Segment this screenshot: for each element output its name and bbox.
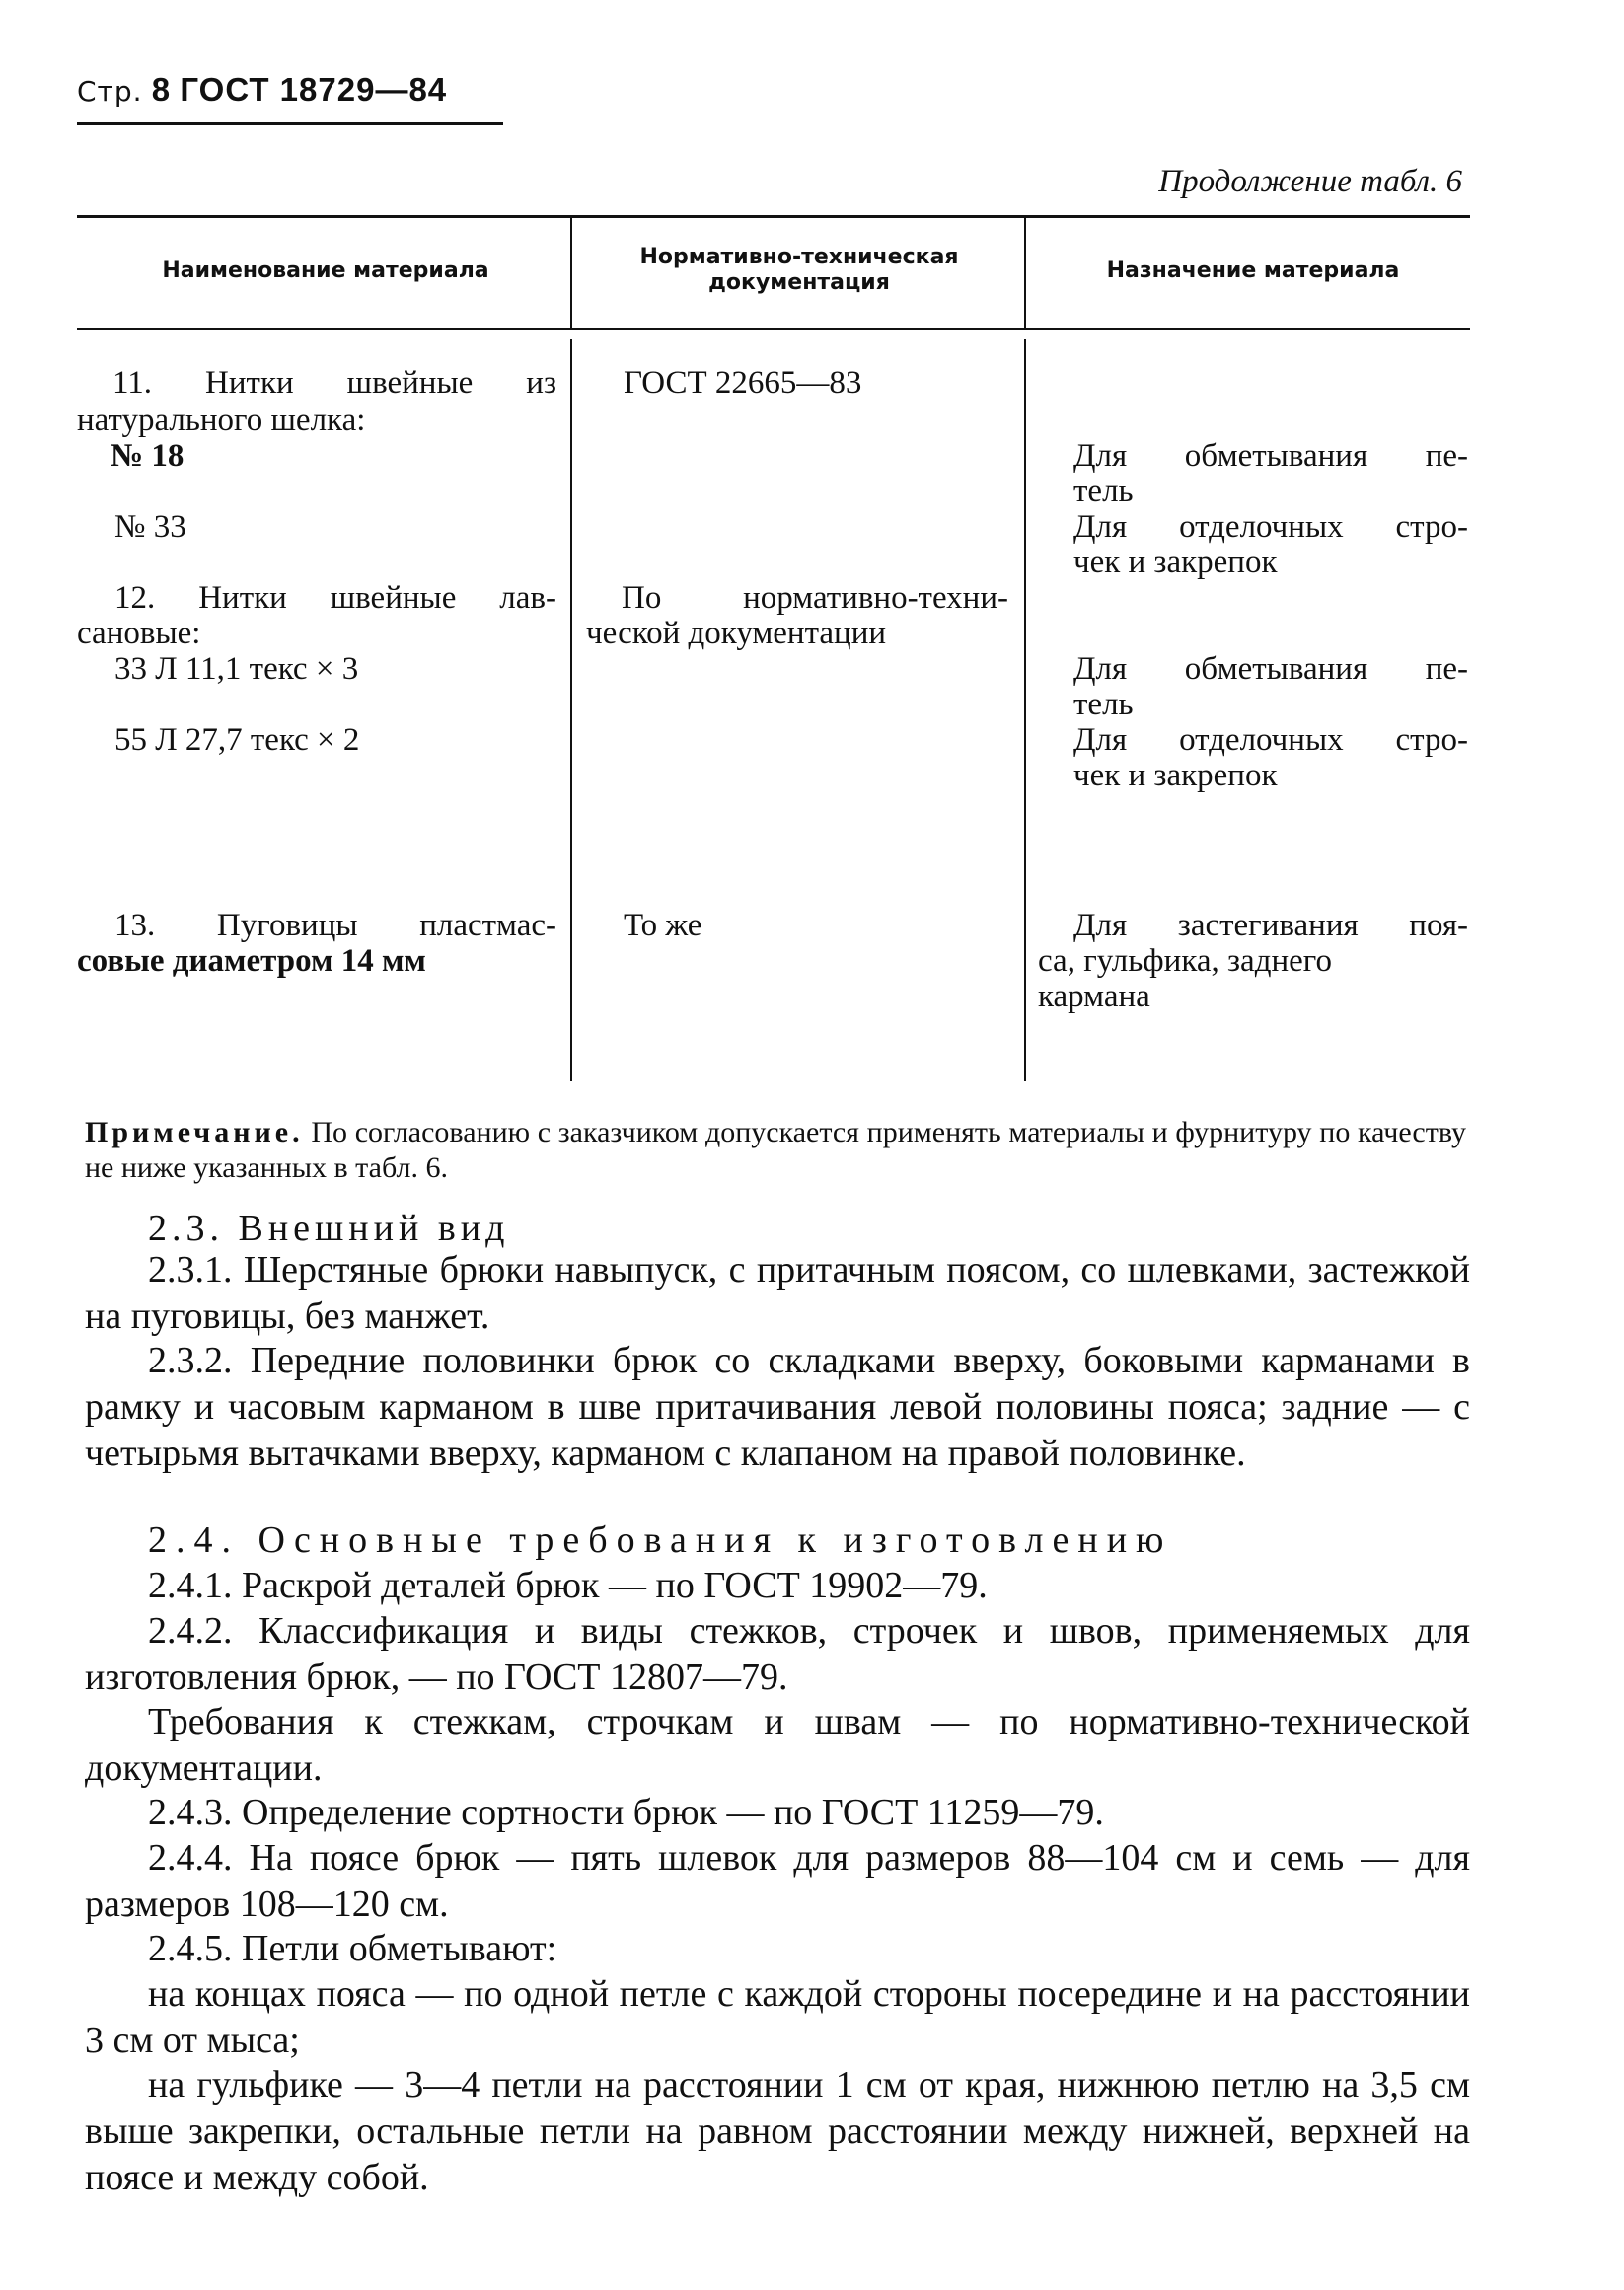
page-prefix: Стр. bbox=[77, 75, 143, 108]
paragraph-2-3-2: 2.3.2. Передние половинки брюк со складками вверху, боковыми карманами в рамку и часовым карманом в шве притачивания левой половины пояса; задние — с четырьмя вытачками вверху, карманом с клапаном на правой половинке. bbox=[85, 1340, 1470, 1474]
section-2-4-title: 2.4. Основные требования к изготовлению bbox=[148, 1519, 1173, 1561]
paragraph-2-3-1: 2.3.1. Шерстяные брюки навыпуск, с притачным поясом, со шлевками, застежкой на пуговицы, без манжет. bbox=[85, 1249, 1470, 1337]
row-12-name-line-1: 12. Нитки швейные лав- bbox=[114, 580, 556, 616]
table-note bbox=[85, 1115, 1466, 1186]
paragraph-2-4-2-req: Требования к стежкам, строчкам и швам — по нормативно-технической документации. bbox=[85, 1701, 1470, 1789]
column-divider-1 bbox=[570, 217, 572, 328]
doc-code: ГОСТ 18729—84 bbox=[180, 71, 448, 108]
row-13-purpose-line-3: кармана bbox=[1038, 979, 1150, 1014]
row-13-name-line-2: совые диаметром 14 мм bbox=[77, 943, 426, 979]
column-divider-1-body bbox=[570, 339, 572, 1081]
paragraph-2-4-5-fly: на гульфике — 3—4 петли на расстоянии 1 см от края, нижнюю петлю на 3,5 см выше закрепки, остальные петли на равном расстоянии между нижней, верхней на поясе и между собой. bbox=[85, 2064, 1470, 2198]
row-11-doc: ГОСТ 22665—83 bbox=[624, 365, 862, 401]
row-13-purpose-line-1: Для застегивания поя- bbox=[1073, 908, 1468, 943]
paragraph-2-4-1: 2.4.1. Раскрой деталей брюк — по ГОСТ 19902—79. bbox=[148, 1565, 988, 1606]
row-11-18-purpose-line-2: тель bbox=[1073, 474, 1134, 509]
row-11-33-name: № 33 bbox=[114, 509, 186, 545]
page-header bbox=[77, 71, 447, 110]
row-11-18-name: № 18 bbox=[111, 438, 185, 474]
column-header-purpose: Назначение материала bbox=[1106, 259, 1400, 283]
paragraph-2-4-5: 2.4.5. Петли обметывают: bbox=[148, 1928, 557, 1969]
section-2-3-title: 2.3. Внешний вид bbox=[148, 1208, 510, 1249]
row-12-doc-line-2: ческой документации bbox=[586, 616, 887, 651]
paragraph-2-4-4: 2.4.4. На поясе брюк — пять шлевок для размеров 88—104 см и семь — для размеров 108—120 см. bbox=[85, 1837, 1470, 1925]
row-11-18-purpose-line-1: Для обметывания пе- bbox=[1073, 438, 1468, 474]
column-divider-2 bbox=[1024, 217, 1026, 328]
row-13-purpose-line-2: са, гульфика, заднего bbox=[1038, 943, 1333, 979]
table-header-rule bbox=[77, 328, 1470, 330]
column-header-doc: Нормативно-техническая документация bbox=[639, 245, 959, 295]
row-12-name-line-2: сановые: bbox=[77, 616, 201, 651]
row-13-name-line-1: 13. Пуговицы пластмас- bbox=[114, 908, 556, 943]
header-rule bbox=[77, 122, 503, 125]
paragraph-2-4-2: 2.4.2. Классификация и виды стежков, строчек и швов, применяемых для изготовления брюк, — по ГОСТ 12807—79. bbox=[85, 1610, 1470, 1698]
row-13-doc: То же bbox=[624, 908, 702, 943]
row-12-33l-purpose-line-1: Для обметывания пе- bbox=[1073, 651, 1468, 687]
column-header-name: Наименование материала bbox=[162, 259, 489, 283]
table-continuation-label: Продолжение табл. 6 bbox=[1158, 164, 1462, 199]
column-divider-2-body bbox=[1024, 339, 1026, 1081]
section-2-3-heading bbox=[148, 1206, 1470, 1252]
row-11-name-line-1: 11. Нитки швейные из bbox=[112, 365, 556, 401]
row-12-doc-line-1: По нормативно-техни- bbox=[622, 580, 1008, 616]
paragraph-2-4-3: 2.4.3. Определение сортности брюк — по ГОСТ 11259—79. bbox=[148, 1792, 1104, 1833]
row-12-55l-purpose-line-1: Для отделочных стро- bbox=[1073, 722, 1468, 758]
section-2-4-heading bbox=[148, 1517, 1470, 1564]
row-12-55l-purpose-line-2: чек и закрепок bbox=[1073, 758, 1278, 793]
row-11-name-line-2: натурального шелка: bbox=[77, 403, 366, 438]
page-number: 8 bbox=[151, 71, 172, 108]
paragraph-2-4-5-belt: на концах пояса — по одной петле с каждой стороны посередине и на расстоянии 3 см от мыса; bbox=[85, 1973, 1470, 2061]
note-title: Примечание. bbox=[85, 1116, 304, 1148]
note-text: По согласованию с заказчиком допускается применять материалы и фурнитуру по качеству не ниже указанных в табл. 6. bbox=[85, 1116, 1466, 1184]
row-11-33-purpose-line-2: чек и закрепок bbox=[1073, 545, 1278, 580]
row-12-33l-name: 33 Л 11,1 текс × 3 bbox=[114, 651, 359, 687]
table-top-rule bbox=[77, 215, 1470, 218]
row-12-55l-name: 55 Л 27,7 текс × 2 bbox=[114, 722, 360, 758]
row-11-33-purpose-line-1: Для отделочных стро- bbox=[1073, 509, 1468, 545]
row-12-33l-purpose-line-2: тель bbox=[1073, 687, 1134, 722]
